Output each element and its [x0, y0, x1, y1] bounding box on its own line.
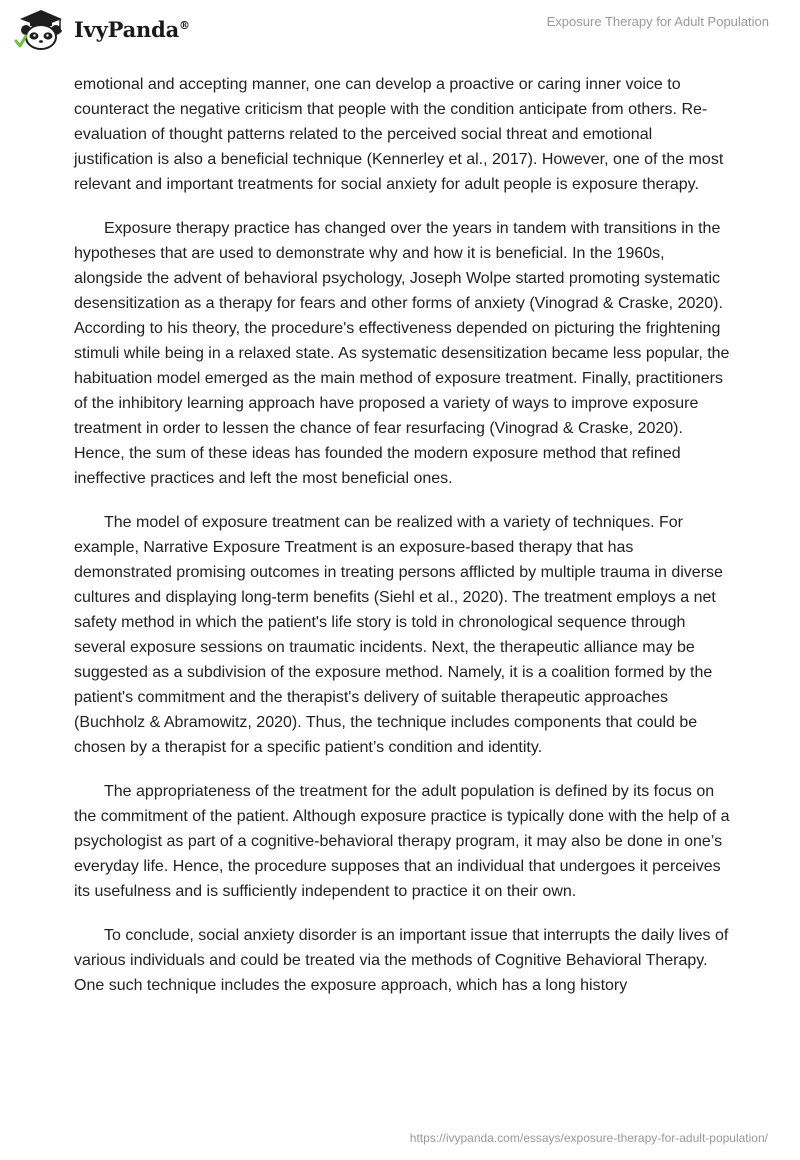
paragraph-continuation: emotional and accepting manner, one can develop a proactive or caring inner voice to counteract the negative criticism that people with the condition anticipate from others. Re-evaluation of thought patterns related to the perceived social threat and emotional justification is also a beneficial technique (Kennerley et al., 2017). However, one of the most relevant and important treatments for social anxiety for adult people is exposure therapy.	[74, 76, 724, 193]
paragraph-techniques: The model of exposure treatment can be realized with a variety of techniques. For example, Narrative Exposure Treatment is an exposure-based therapy that has demonstrated promising outcomes in treating persons afflicted by multiple trauma in diverse cultures and displaying long-term benefits (Siehl et al., 2020). The treatment employs a net safety method in which the patient's life story is told in chronological sequence through several exposure sessions on traumatic incidents. Next, the therapeutic alliance may be suggested as a subdivision of the exposure method. Namely, it is a coalition formed by the patient's commitment and the therapist's delivery of suitable therapeutic approaches (Buchholz & Abramowitz, 2020). Thus, the technique includes components that could be chosen by a therapist for a specific patient’s condition and identity.	[74, 514, 723, 756]
paragraph-appropriateness: The appropriateness of the treatment for the adult population is defined by its focus on the commitment of the patient. Although exposure practice is typically done with the help of a psychologist as part of a cognitive-behavioral therapy program, it may also be done in one’s everyday life. Hence, the procedure supposes that an individual that undergoes it perceives its usefulness and is sufficiently independent to practice it on their own.	[74, 783, 730, 900]
page-header	[0, 0, 800, 66]
source-url[interactable]: https://ivypanda.com/essays/exposure-therapy-for-adult-population/	[409, 1131, 768, 1145]
paragraph-history: Exposure therapy practice has changed over the years in tandem with transitions in the hypotheses that are used to demonstrate why and how it is beneficial. In the 1960s, alongside the advent of behavioral psychology, Joseph Wolpe started promoting systematic desensitization as a therapy for fears and other forms of anxiety (Vinograd & Craske, 2020). According to his theory, the procedure's effectiveness depended on picturing the frightening stimuli while being in a relaxed state. As systematic desensitization became less popular, the habituation model emerged as the main method of exposure treatment. Finally, practitioners of the inhibitory learning approach have proposed a variety of ways to improve exposure treatment in order to lessen the chance of fear resurfacing (Vinograd & Craske, 2020). Hence, the sum of these ideas has founded the modern exposure method that refined ineffective practices and left the most beneficial ones.	[74, 220, 730, 487]
essay-body	[74, 72, 734, 1017]
panda-graduate-icon	[14, 8, 68, 50]
paragraph-conclusion: To conclude, social anxiety disorder is an important issue that interrupts the daily lives of various individuals and could be treated via the methods of Cognitive Behavioral Therapy. One such technique includes the exposure approach, which has a long history	[74, 927, 729, 994]
document-title: Exposure Therapy for Adult Population	[546, 14, 769, 29]
logo[interactable]	[14, 8, 190, 50]
logo-text: IvyPanda®	[74, 16, 190, 42]
